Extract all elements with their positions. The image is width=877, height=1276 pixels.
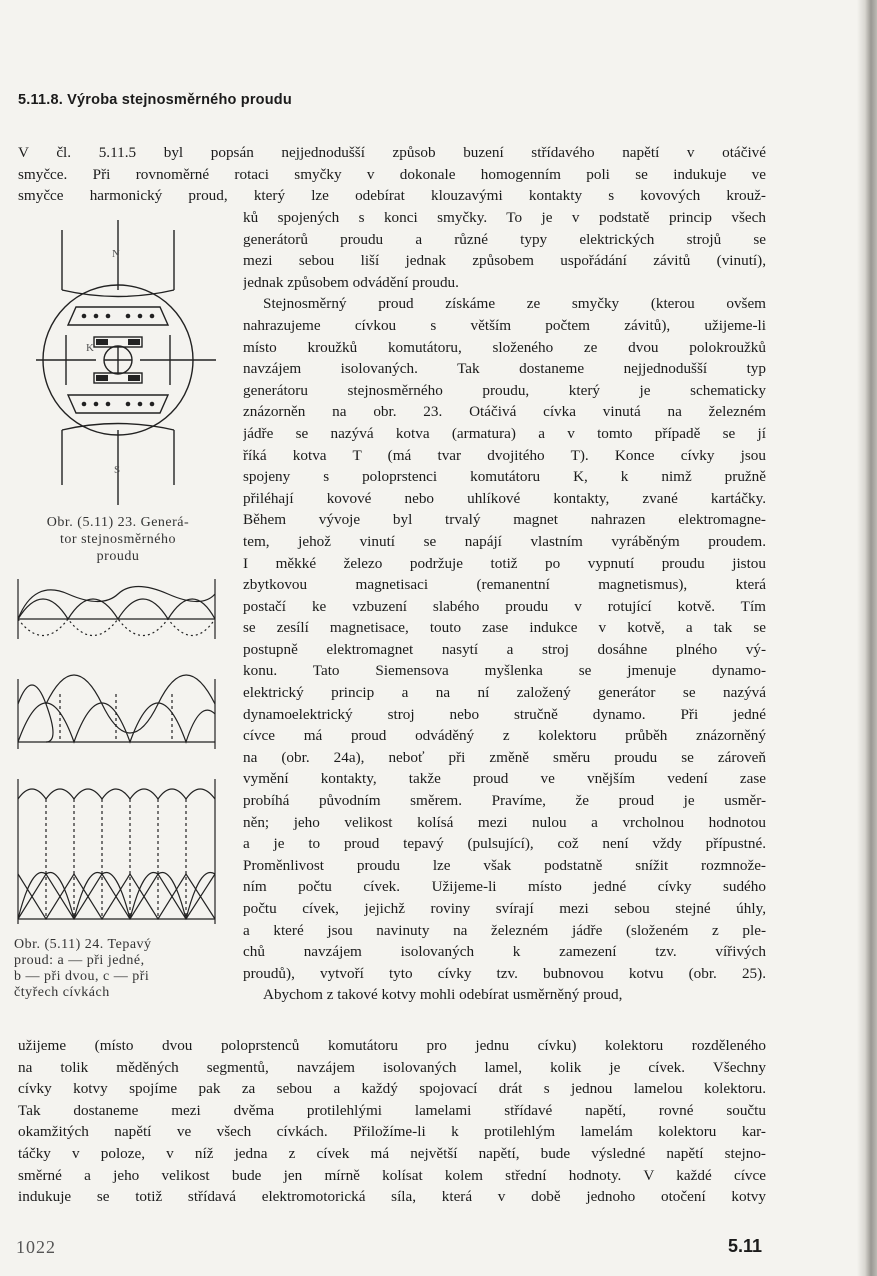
column-line: něn; jeho velikost kolísá mezi nulou a vrcholnou hodnotou (243, 813, 766, 831)
figure-23-generator-diagram (36, 215, 226, 515)
column-line: a je to proud tepavý (pulsující), což není vždy přípustné. (243, 835, 766, 853)
pole-s-label: S (114, 464, 121, 476)
column-line: jednak způsobem odvádění proudu. (243, 273, 459, 291)
caption-line: Obr. (5.11) 23. Generá- (46, 515, 190, 530)
figure-24-caption (14, 937, 226, 1001)
column-line: Během vývoje byl trvalý magnet nahrazen elektromagne- (243, 511, 766, 529)
outro-line: cívky kotvy spojíme pak za sebou a každý spojovací drát s jednou lamelou kolektoru. (18, 1080, 766, 1098)
column-line: spojeny s poloprstenci komutátoru K, k nimž pružně (243, 468, 766, 486)
intro-paragraph (18, 142, 766, 207)
outro-line: táčky v poloze, v níž jedna z cívek má největší napětí, bude výsledné napětí stejno- (18, 1144, 766, 1162)
figure-23-caption (14, 514, 222, 565)
column-line: a které jsou navinuty na železném jádře (složeném z ple- (243, 921, 766, 939)
page-number: 1022 (16, 1237, 56, 1257)
column-line: Proměnlivost proudu lze však podstatně snížit rozmnože- (243, 856, 766, 874)
column-line: dynamoelektrický stroj nebo stručně dynamo. Při jedné (243, 705, 766, 723)
column-line: chů navzájem isolovaných k zamezení tzv. vířivých (243, 943, 766, 961)
column-line: elektrický princip a na ní založený generátor se nazývá (243, 684, 766, 702)
intro-line: V čl. 5.11.5 byl popsán nejjednodušší způsob buzení střídavého napětí v otáčivé (18, 144, 766, 161)
intro-line: smyčce. Při rovnoměrné rotaci smyčky v dokonale homogenním poli se indukuje ve (18, 165, 766, 183)
column-line: konu. Tato Siemensova myšlenka se jmenuje dynamo- (243, 662, 766, 680)
caption-line: tor stejnosměrného (60, 532, 176, 547)
column-line: cívce má proud odváděný z kolektoru průběh znázorněný (243, 727, 766, 745)
column-line: proudů), vytvoří tyto cívky tzv. bubnovou kotvu (obr. 25). (243, 964, 766, 982)
column-line: se zesílí magnetisace, touto zase indukce v kotvě, a tak se (243, 619, 766, 637)
outro-line: užijeme (místo dvou poloprstenců komutátoru pro jednu cívku) kolektoru rozděleného (18, 1037, 766, 1054)
column-line: probíhá původním směrem. Pravíme, že proud je usměr- (243, 792, 766, 810)
column-line: říká kotva T (má tvar dvojitého T). Konce cívky jsou (243, 446, 766, 464)
column-line: nahrazujeme cívkou s větším počtem závitů), užijeme-li (243, 316, 766, 334)
caption-line: proud: a — při jedné, (14, 953, 145, 968)
outro-line: na tolik měděných segmentů, navzájem isolovaných lamel, kolik je cívek. Všechny (18, 1058, 766, 1076)
caption-line: čtyřech cívkách (14, 985, 110, 1000)
column-line: postupně elektromagnet nasytí a stroj dosáhne plného vý- (243, 640, 766, 658)
caption-line: proudu (96, 549, 140, 564)
commutator-k-label: K (86, 342, 94, 354)
column-line: jádře se nazývá kotva (armatura) a v tomto případě se jí (243, 424, 766, 442)
column-line: tem, jehož vinutí se napájí vlastním vyráběným proudem. (243, 532, 766, 550)
column-line: generátorů proudu a různé typy elektrických strojů se (243, 230, 766, 248)
column-line: vymění kontakty, takže proud ve vnějším vedení zase (243, 770, 766, 788)
column-line: ků spojených s konci smyčky. To je v podstatě princip všech (243, 209, 766, 226)
column-line: místo kroužků komutátoru, složeného ze dvou polokroužků (243, 338, 766, 356)
figure-24-pulsating-current-graphs (0, 574, 225, 934)
column-line: zbytkovou magnetisaci (remanentní magnetismus), která (243, 576, 766, 594)
column-line: Abychom z takové kotvy mohli odebírat usměrněný proud, (263, 986, 623, 1004)
caption-line: Obr. (5.11) 24. Tepavý (14, 937, 152, 952)
column-line: znázorněn na obr. 23. Otáčivá cívka vinutá na železném (243, 403, 766, 421)
caption-line: b — při dvou, c — při (14, 969, 150, 984)
outro-line: směrné a jeho velikost bude jen mírně kolísat kolem střední hodnoty. V každé cívce (18, 1166, 766, 1184)
section-number: 5.11 (728, 1236, 763, 1256)
column-line: I měkké železo podržuje totiž po vypnutí proudu jistou (243, 554, 766, 572)
column-line: Stejnosměrný proud získáme ze smyčky (kterou ovšem (263, 295, 766, 313)
column-line: navzájem isolovaných. Tak dostaneme nejjednodušší typ (243, 360, 766, 378)
column-line: ním počtu cívek. Užijeme-li místo jedné cívky sudého (243, 878, 766, 896)
column-line: přiléhají kovové nebo uhlíkové kontakty, zvané kartáčky. (243, 489, 766, 507)
column-line: na (obr. 24a), neboť při změně směru proudu se zároveň (243, 748, 766, 766)
page-binding-shadow (857, 0, 877, 1276)
outro-paragraph (18, 1035, 766, 1208)
column-line: mezi sebou liší jednak způsobem uspořádání závitů (vinutí), (243, 252, 766, 270)
text-column (243, 207, 766, 1006)
outro-line: indukuje se totiž střídavá elektromotorická síla, která v době jednoho otočení kotvy (18, 1188, 766, 1206)
intro-line: smyčce harmonický proud, který lze odebírat klouzavými kontakty s kovových krouž- (18, 187, 766, 205)
column-line: generátoru stejnosměrného proudu, který je schematicky (243, 381, 766, 399)
column-line: počtu cívek, jejichž roviny svírají mezi sebou stejné úhly, (243, 900, 766, 917)
section-title: 5.11.8. Výroba stejnosměrného proudu (18, 92, 292, 108)
outro-line: Tak dostaneme mezi dvěma protilehlými lamelami střídavé napětí, rovné součtu (18, 1101, 766, 1119)
outro-line: okamžitých napětí ve všech cívkách. Přiložíme-li k protilehlým lamelám kolektoru kar- (18, 1123, 766, 1141)
pole-n-label: N (112, 248, 120, 260)
column-line: postačí ke vzbuzení slabého proudu v rotující kotvě. Tím (243, 597, 766, 615)
